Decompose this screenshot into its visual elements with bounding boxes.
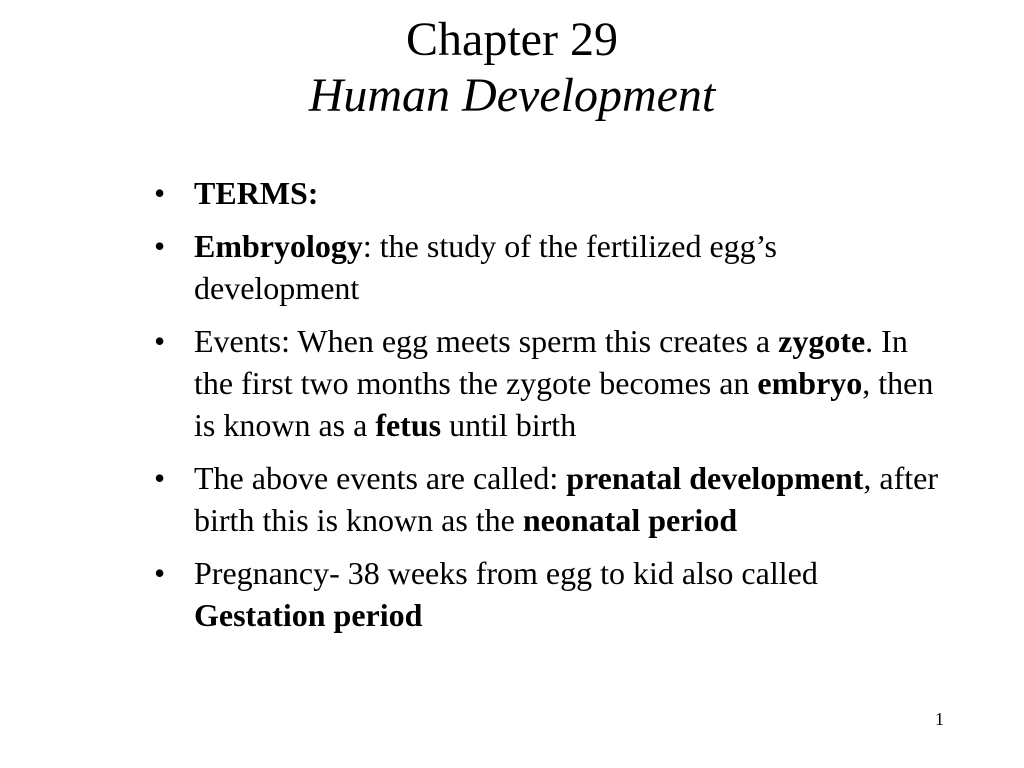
slide-title [0,12,1024,124]
page-number: 1 [935,709,944,729]
bullet-embryology [150,225,950,309]
events-text-4: until birth [441,407,577,443]
term-embryology: Embryology [194,228,363,264]
term-neonatal-period: neonatal period [522,502,738,538]
title-chapter: Chapter 29 [406,13,618,66]
events-text-2: . In the first two months the zygote becomes an [194,323,908,401]
events-text-1: Events: When egg meets sperm this creates a [194,323,779,359]
bullet-events [150,320,950,446]
title-subject: Human Development [308,69,716,122]
bullet-list [150,172,950,647]
prenatal-text-1: The above events are called: [194,460,567,496]
term-prenatal-development: prenatal development [566,460,864,496]
bullet-prenatal [150,457,950,541]
term-gestation-period: Gestation period [194,597,423,633]
bullet-dot: • [154,228,166,264]
bullet-pregnancy [150,552,950,636]
bullet-dot: • [154,460,166,496]
pregnancy-text: Pregnancy- 38 weeks from egg to kid also called [194,555,818,591]
bullet-dot: • [154,175,166,211]
bullet-dot: • [154,323,166,359]
term-fetus: fetus [375,407,442,443]
bullet-dot: • [154,555,166,591]
embryology-definition: : the study of the fertilized egg’s development [194,228,777,306]
prenatal-text-2: , after birth this is known as the [194,460,939,538]
bullet-terms [150,172,950,214]
term-embryo: embryo [757,365,863,401]
events-text-3: , then is known as a [194,365,934,443]
terms-heading: TERMS: [194,175,319,211]
term-zygote: zygote [778,323,866,359]
